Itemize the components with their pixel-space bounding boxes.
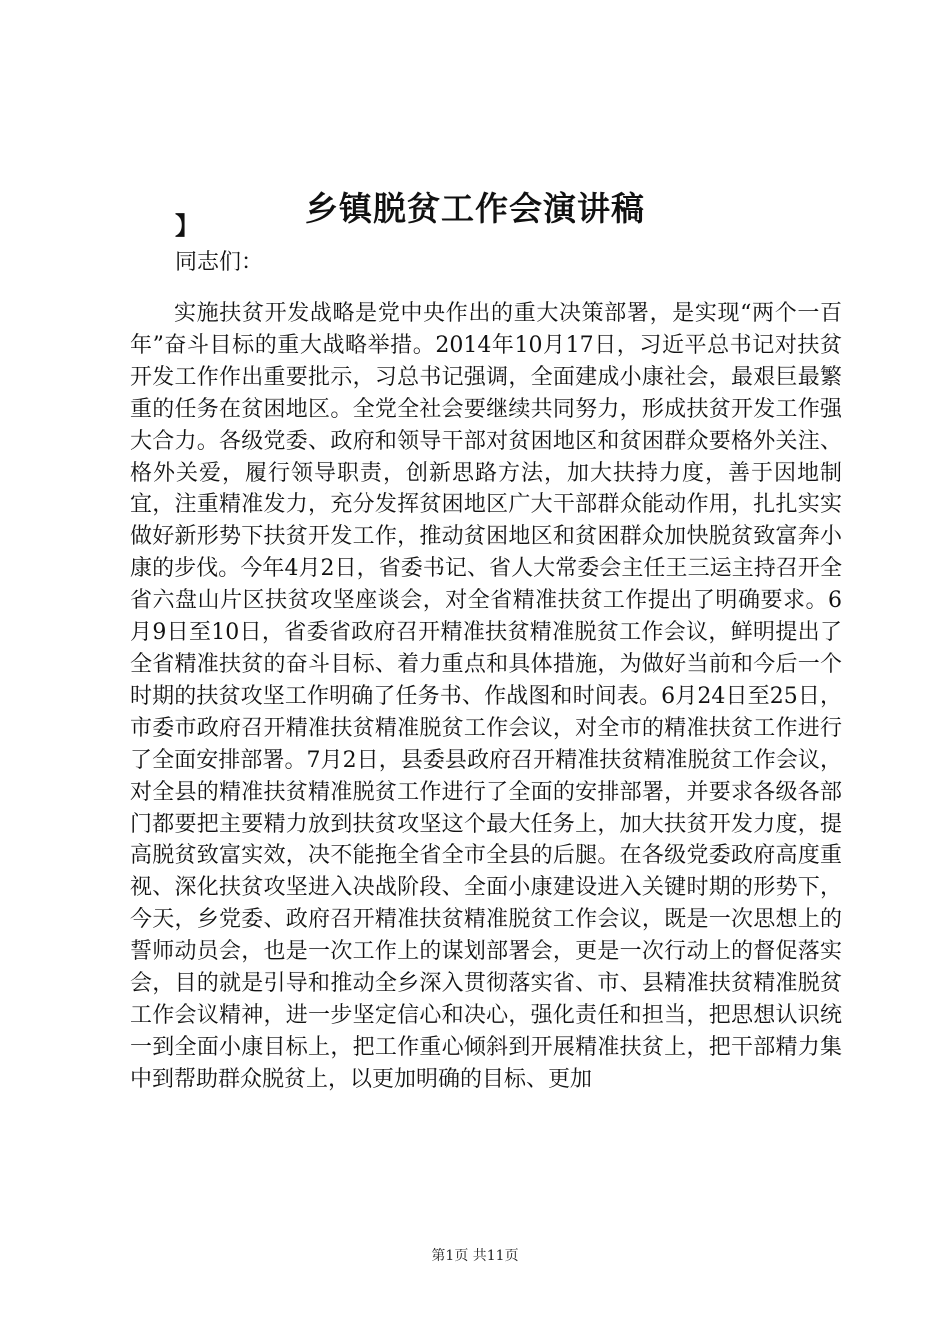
salutation: 同志们： [175,250,264,275]
document-title: 乡镇脱贫工作会演讲稿 [305,189,645,228]
bracket-mark: 】 [175,211,199,240]
body-paragraph: 实施扶贫开发战略是党中央作出的重大决策部署，是实现“两个一百年”奋斗目标的重大战略举措。2014年10月17日，习近平总书记对扶贫开发工作作出重要批示，习总书记强调，全面建成小康社会，最艰巨最繁重的任务在贫困地区。全党全社会要继续共同努力，形成扶贫开发工作强大合力。各级党委、政府和领导干部对贫困地区和贫困群众要格外关注、格外关爱，履行领导职责，创新思路方法，加大扶持力度，善于因地制宜，注重精准发力，充分发挥贫困地区广大干部群众能动作用，扎扎实实做好新形势下扶贫开发工作，推动贫困地区和贫困群众加快脱贫致富奔小康的步伐。今年4月2日，省委书记、省人大常委会主任王三运主持召开全省六盘山片区扶贫攻坚座谈会，对全省精准扶贫工作提出了明确要求。6月9日至10日，省委省政府召开精准扶贫精准脱贫工作会议，鲜明提出了全省精准扶贫的奋斗目标、着力重点和具体措施，为做好当前和今后一个时期的扶贫攻坚工作明确了任务书、作战图和时间表。6月24日至25日，市委市政府召开精准扶贫精准脱贫工作会议，对全市的精准扶贫工作进行了全面安排部署。7月2日，县委县政府召开精准扶贫精准脱贫工作会议，对全县的精准扶贫精准脱贫工作进行了全面的安排部署，并要求各级各部门都要把主要精力放到扶贫攻坚这个最大任务上，加大扶贫开发力度，提高脱贫致富实效，决不能拖全省全市全县的后腿。在各级党委政府高度重视、深化扶贫攻坚进入决战阶段、全面小康建设进入关键时期的形势下，今天，乡党委、政府召开精准扶贫精准脱贫工作会议，既是一次思想上的誓师动员会，也是一次工作上的谋划部署会，更是一次行动上的督促落实会，目的就是引导和推动全乡深入贯彻落实省、市、县精准扶贫精准脱贫工作会议精神，进一步坚定信心和决心，强化责任和担当，把思想认识统一到全面小康目标上，把工作重心倾斜到开展精准扶贫上，把干部精力集中到帮助群众脱贫上，以更加明确的目标、更加 [130,301,842,1092]
page-footer: 第1页 共11页 [431,1248,519,1264]
